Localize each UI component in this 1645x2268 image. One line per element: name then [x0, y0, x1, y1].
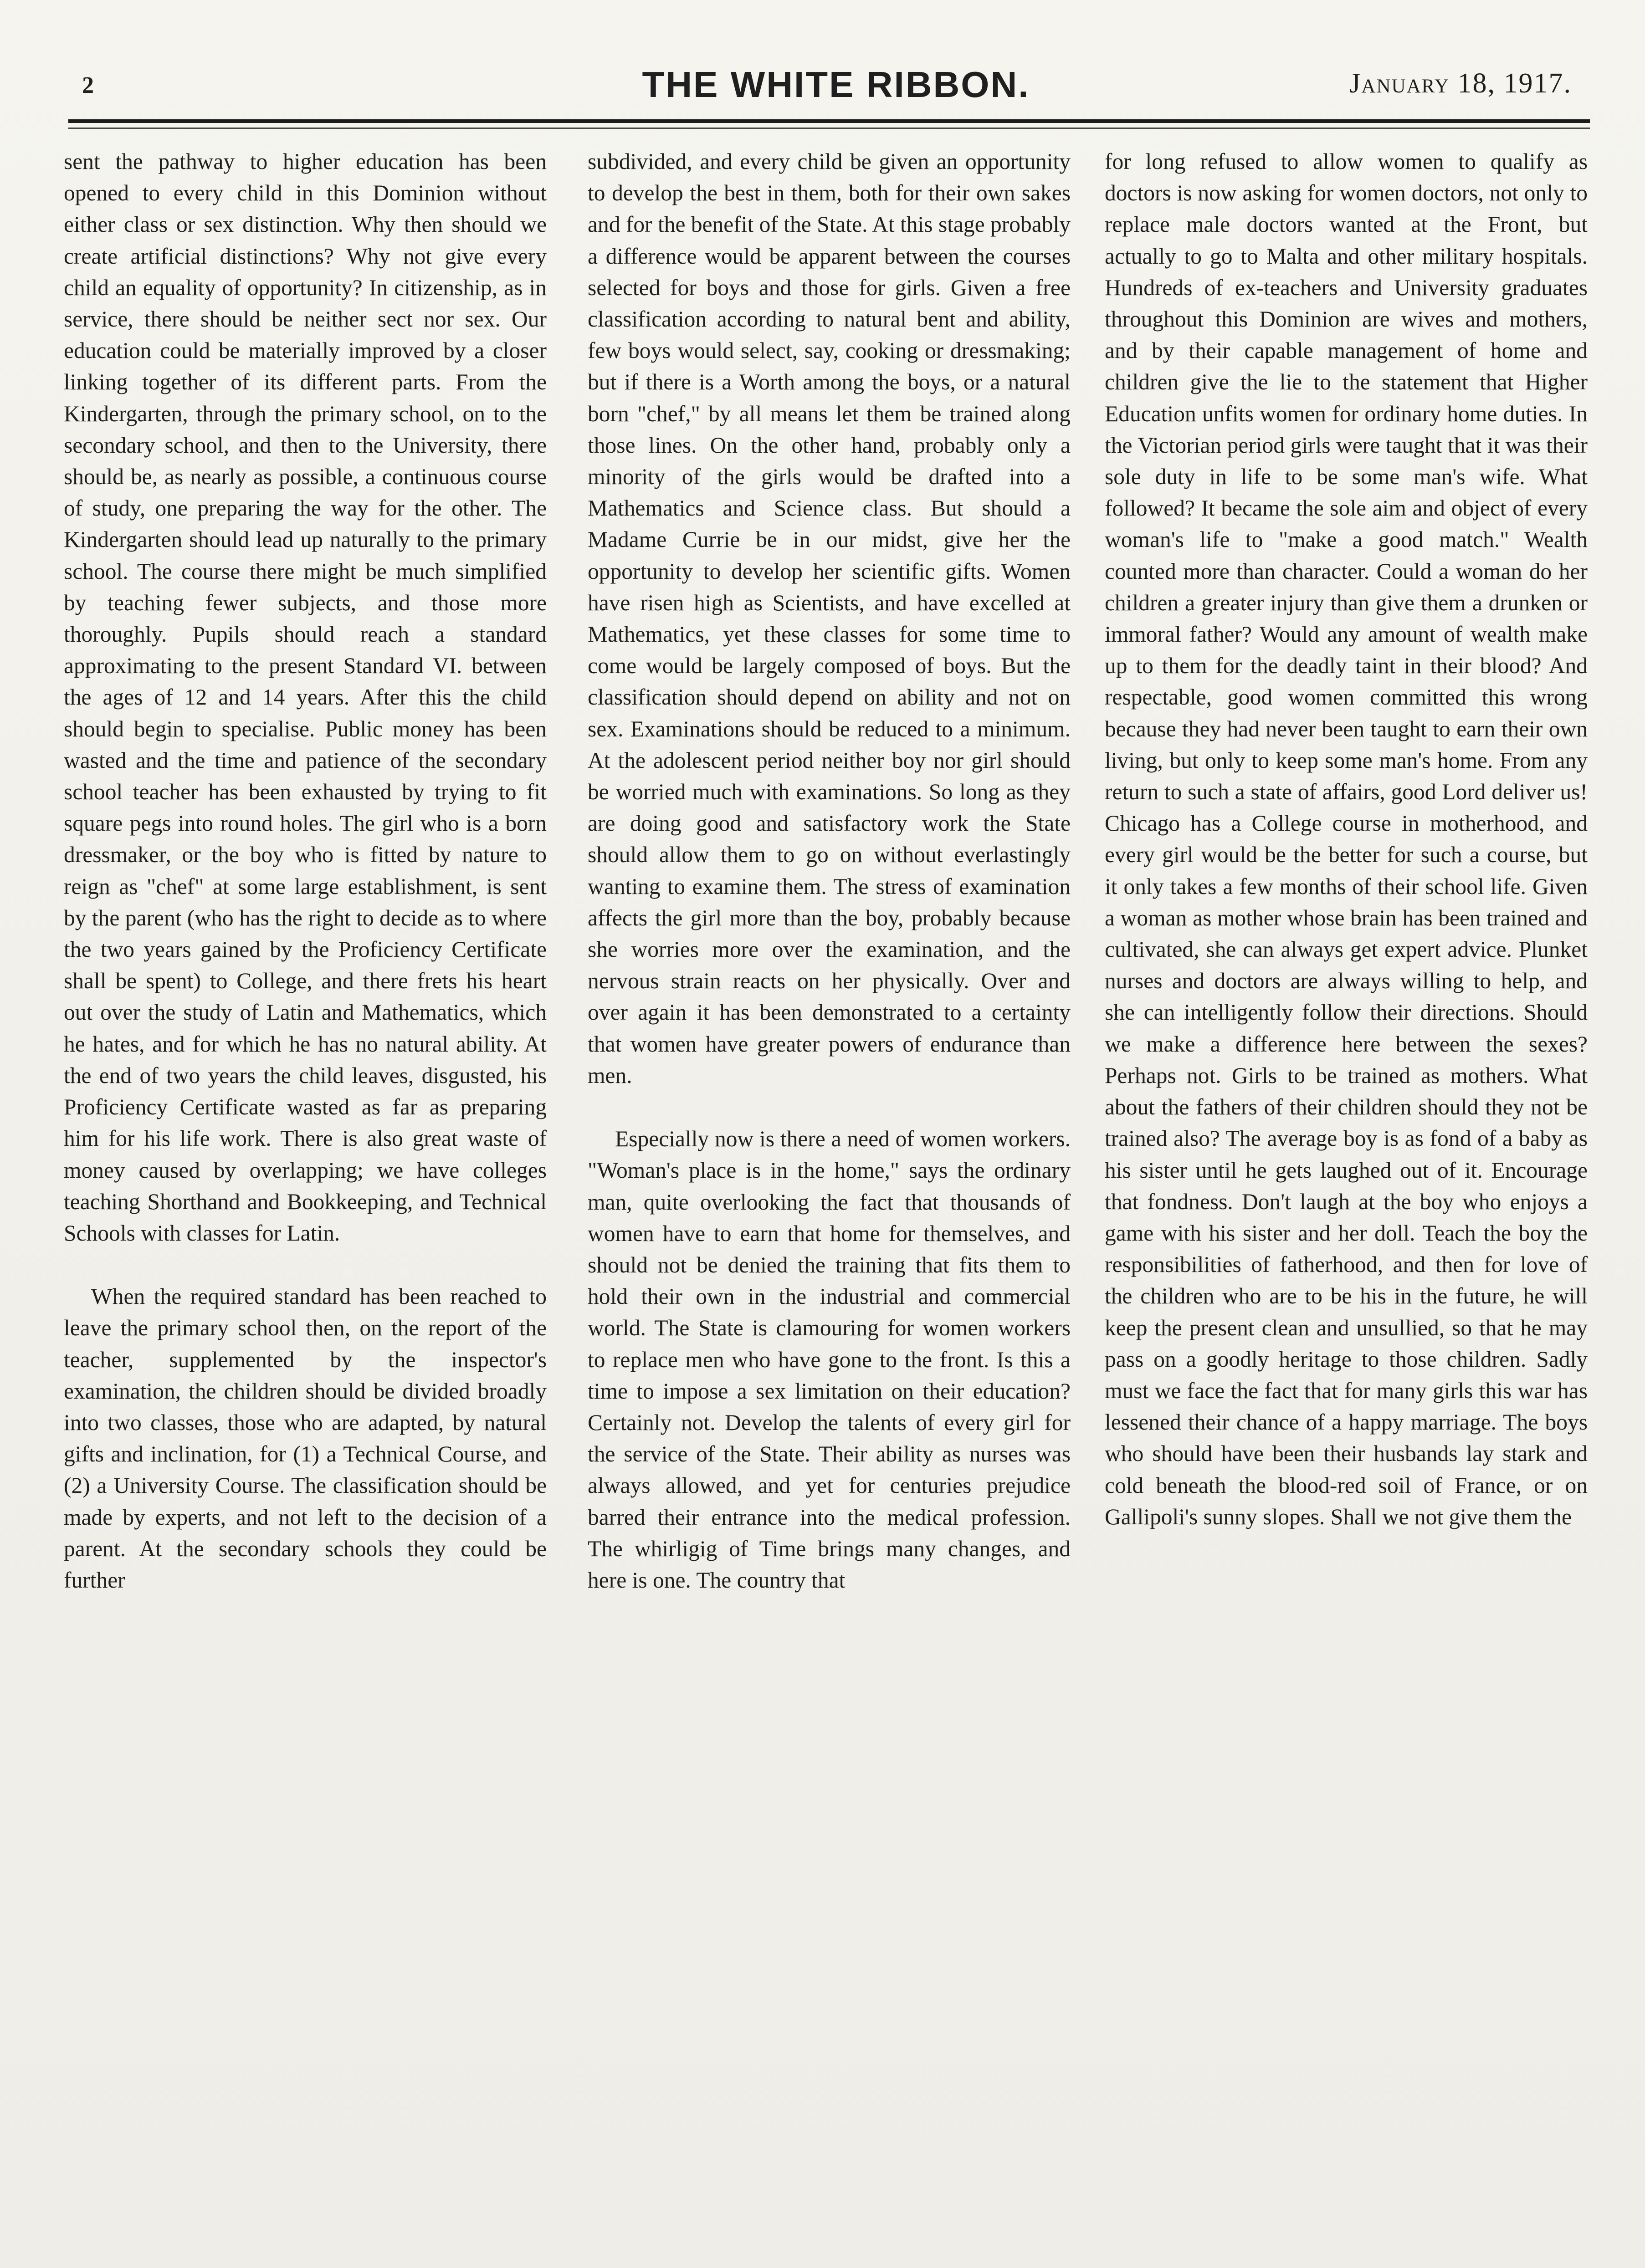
article-column-3 [1105, 146, 1588, 1532]
column-2-paragraph-2: Especially now is there a need of women workers. "Woman's place is in the home," says the ordinary man, quite overlooking the fact that thousands of women have to earn that home for themselves, and should not be denied the training that fits them to hold their own in the industrial and commercial world. The State is clamouring for women workers to replace men who have gone to the front. Is this a time to impose a sex limitation on their education? Certainly not. Develop the talents of every girl for the service of the State. Their ability as nurses was always allowed, and yet for centuries prejudice barred their entrance into the medical profession. The whirligig of Time brings many changes, and here is one. The country that [588, 1126, 1071, 1593]
article-column-2 [588, 146, 1071, 1596]
page-header [82, 64, 1590, 114]
header-rule-thin [68, 128, 1590, 129]
column-3-paragraph-1: for long refused to allow women to qualify as doctors is now asking for women doctors, not only to replace male doctors wanted at the Front, but actually to go to Malta and other military hospitals. Hundreds of ex-teachers and University graduates throughout this Dominion are wives and mothers, and by their capable management of home and children give the lie to the statement that Higher Education unfits women for ordinary home duties. In the Victorian period girls were taught that it was their sole duty in life to be some man's wife. What followed? It became the sole aim and object of every woman's life to "make a good match." Wealth counted more than character. Could a woman do her children a greater injury than give them a drunken or immoral father? Would any amount of wealth make up to them for the deadly taint in their blood? And respectable, good women committed this wrong because they had never been taught to earn their own living, but only to keep some man's home. From any return to such a state of affairs, good Lord deliver us! Chicago has a College course in motherhood, and every girl would be the better for such a course, but it only takes a few months of their school life. Given a woman as mother whose brain has been trained and cultivated, she can always get expert advice. Plunket nurses and doctors are always willing to help, and she can intelligently follow their directions. Should we make a difference here between the sexes? Perhaps not. Girls to be trained as mothers. What about the fathers of their children should they not be trained also? The average boy is as fond of a baby as his sister until he gets laughed out of it. Encourage that fondness. Don't laugh at the boy who enjoys a game with his sister and her doll. Teach the boy the responsibilities of fatherhood, and then for love of the children who are to be his in the future, he will keep the present clean and unsullied, so that he may pass on a goodly heritage to those children. Sadly must we face the fact that for many girls this war has lessened their chance of a happy marriage. The boys who should have been their husbands lay stark and cold beneath the blood-red soil of France, or on Gallipoli's sunny slopes. Shall we not give them the [1105, 149, 1588, 1529]
article-column-1 [64, 146, 547, 1596]
column-2-paragraph-1: subdivided, and every child be given an opportunity to develop the best in them, both for their own sakes and for the benefit of the State. At this stage probably a difference would be apparent between the courses selected for boys and those for girls. Given a free classification according to natural bent and ability, few boys would select, say, cooking or dressmaking; but if there is a Worth among the boys, or a natural born "chef," by all means let them be trained along those lines. On the other hand, probably only a minority of the girls would be drafted into a Mathematics and Science class. But should a Madame Currie be in our midst, give her the opportunity to develop her scientific gifts. Women have risen high as Scientists, and have excelled at Mathematics, yet these classes for some time to come would be largely composed of boys. But the classification should depend on ability and not on sex. Examinations should be reduced to a minimum. At the adolescent period neither boy nor girl should be worried much with examinations. So long as they are doing good and satisfactory work the State should allow them to go on without everlastingly wanting to examine them. The stress of examination affects the girl more than the boy, probably because she worries more over the examination, and the nervous strain reacts on her physically. Over and over again it has been demonstrated to a certainty that women have greater powers of endurance than men. [588, 149, 1071, 1088]
column-1-paragraph-1: sent the pathway to higher education has been opened to every child in this Dominion without either class or sex distinction. Why then should we create artificial distinctions? Why not give every child an equality of opportunity? In citizenship, as in service, there should be neither sect nor sex. Our education could be materially improved by a closer linking together of its different parts. From the Kindergarten, through the primary school, on to the secondary school, and then to the University, there should be, as nearly as possible, a continuous course of study, one preparing the way for the other. The Kindergarten should lead up naturally to the primary school. The course there might be much simplified by teaching fewer subjects, and those more thoroughly. Pupils should reach a standard approximating to the present Standard VI. between the ages of 12 and 14 years. After this the child should begin to specialise. Public money has been wasted and the time and patience of the secondary school teacher has been exhausted by trying to fit square pegs into round holes. The girl who is a born dressmaker, or the boy who is fitted by nature to reign as "chef" at some large establishment, is sent by the parent (who has the right to decide as to where the two years gained by the Proficiency Certificate shall be spent) to College, and there frets his heart out over the study of Latin and Mathematics, which he hates, and for which he has no natural ability. At the end of two years the child leaves, disgusted, his Proficiency Certificate wasted as far as preparing him for his life work. There is also great waste of money caused by overlapping; we have colleges teaching Shorthand and Bookkeeping, and Technical Schools with classes for Latin. [64, 149, 547, 1246]
journal-title: THE WHITE RIBBON. [642, 64, 1030, 105]
header-rule [68, 119, 1590, 123]
column-1-paragraph-2: When the required standard has been reached to leave the primary school then, on the report of the teacher, supplemented by the inspector's examination, the children should be divided broadly into two classes, those who are adapted, by natural gifts and inclination, for (1) a Technical Course, and (2) a University Course. The classification should be made by experts, and not left to the decision of a parent. At the secondary schools they could be further [64, 1284, 547, 1593]
issue-date: January 18, 1917. [1349, 68, 1572, 99]
page-number: 2 [82, 72, 94, 98]
